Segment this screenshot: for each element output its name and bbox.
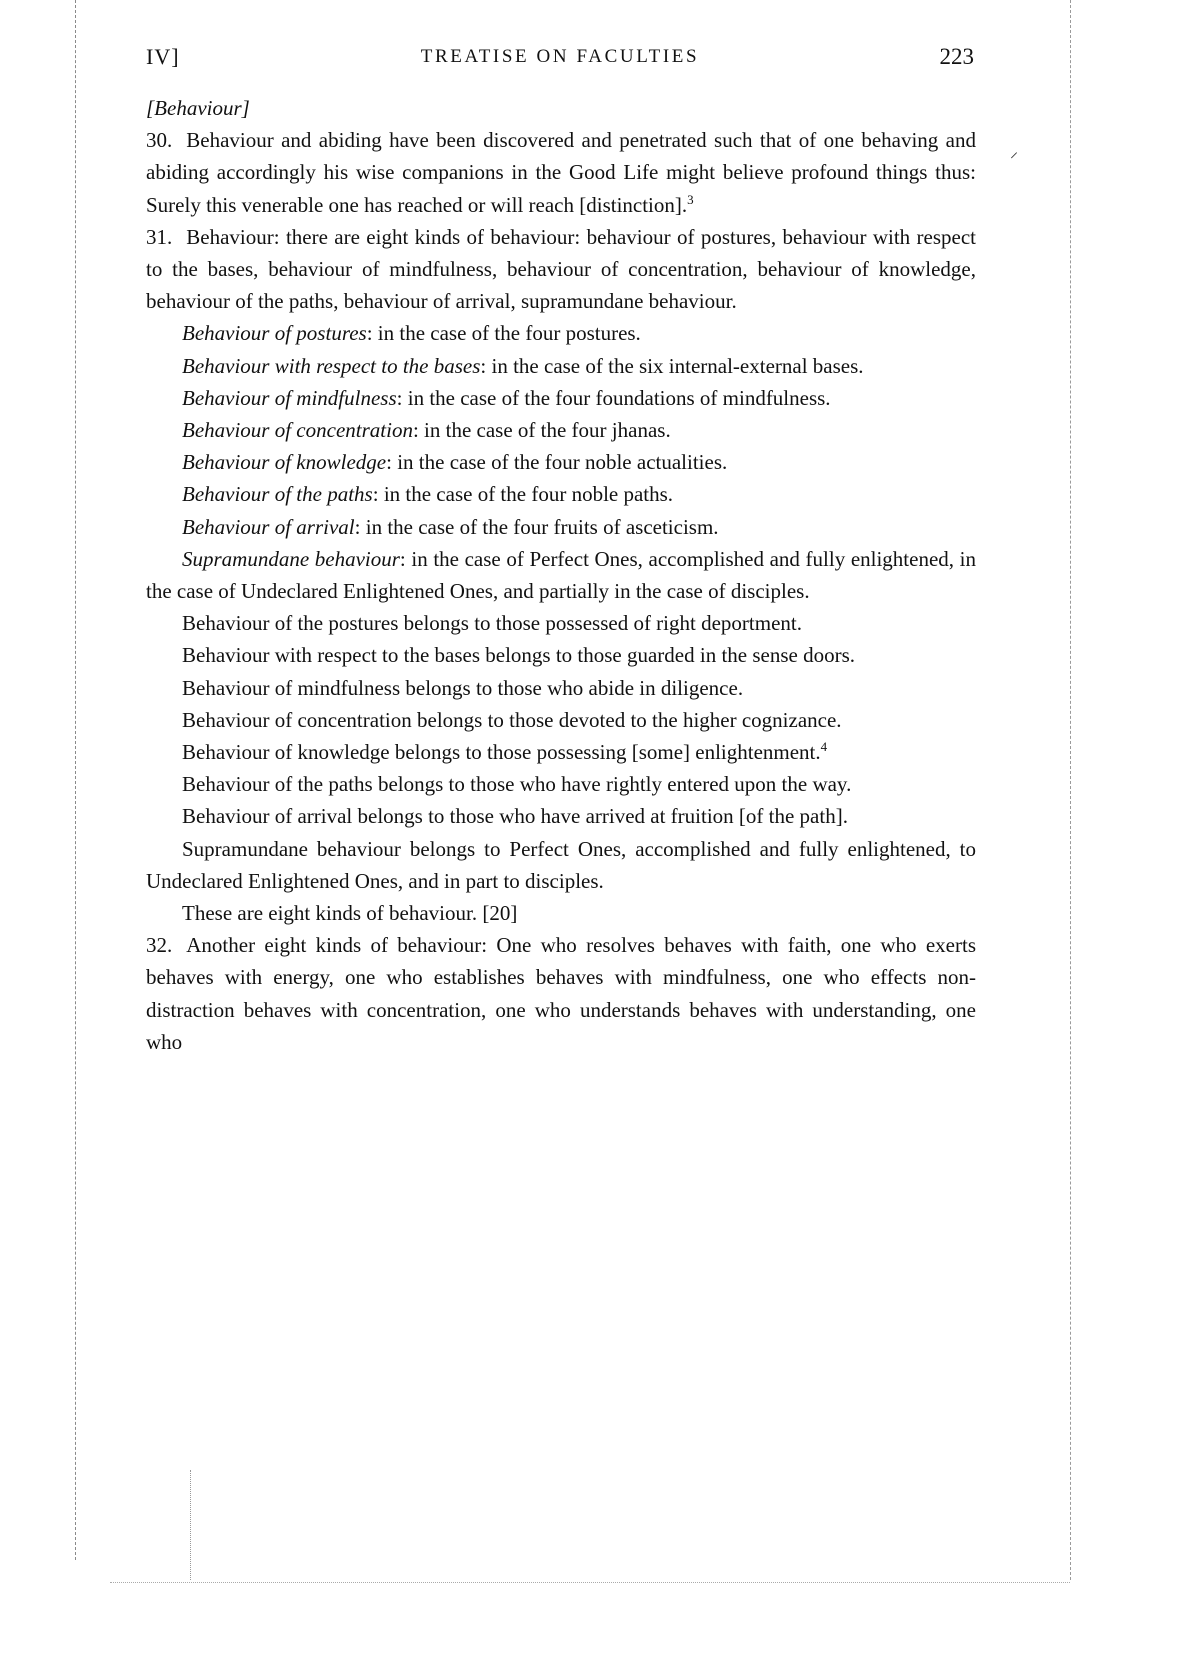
belonging-item [146,736,976,768]
definition-item [146,382,976,414]
definition-term: Behaviour of concentration [182,418,413,443]
belonging-item: Behaviour with respect to the bases belongs to those guarded in the sense doors. [182,643,856,668]
belonging-item: Behaviour of concentration belongs to those devoted to the higher cognizance. [182,707,842,732]
definition-text: : in the case of the four noble paths. [372,482,674,507]
belonging-item: Behaviour of the postures belongs to those possessed of right deportment. [182,611,802,636]
definition-item [146,446,976,478]
definition-list [146,317,976,607]
running-header [146,44,974,74]
belonging-item: Behaviour of the paths belongs to those who have rightly entered upon the way. [182,772,852,797]
definition-term: Behaviour of knowledge [182,450,387,475]
chapter-marker: IV] [146,44,180,69]
paragraph-31 [146,221,976,318]
belonging-summary: These are eight kinds of behaviour. [20] [182,901,518,926]
scan-border-right [1070,0,1072,1580]
footnote-ref: 3 [687,191,694,207]
page-number: 223 [939,44,974,69]
definition-text: : in the case of Perfect Ones, accomplished and fully enlightened, in the case of Undeclared Enlightened Ones, and partially in the case of disciples. [146,546,976,604]
scan-border-left [75,0,77,1560]
scan-artifact-line [190,1470,192,1580]
definition-term: Behaviour of the paths [182,482,373,507]
definition-item [146,414,976,446]
definition-term: Behaviour of arrival [182,514,355,539]
definition-text: : in the case of the four foundations of mindfulness. [396,385,831,410]
page-body [146,92,976,1058]
definition-text: : in the case of the six internal-external bases. [480,353,864,378]
paragraph-text: Behaviour and abiding have been discovered and penetrated such that of one behaving and abiding accordingly his wise companions in the Good Life might believe profound things thus: Surely this venerable one has reached or will reach [distinction]. [146,128,976,217]
definition-item [146,543,976,607]
definition-term: Behaviour of mindfulness [182,385,397,410]
definition-text: : in the case of the four jhanas. [412,418,671,443]
belonging-list [146,607,976,929]
paragraph-text: Another eight kinds of behaviour: One who resolves behaves with faith, one who exerts behaves with energy, one who establishes behaves with mindfulness, one who effects non-distraction behaves with concentration, one who understands behaves with understanding, one who [146,933,976,1054]
scan-border-bottom [110,1582,1070,1584]
belonging-item: Supramundane behaviour belongs to Perfect Ones, accomplished and fully enlightened, to Undeclared Enlightened Ones, and in part to disciples. [146,836,976,893]
definition-text: : in the case of the four postures. [366,321,641,346]
paragraph-number: 30. [146,128,173,153]
definition-term: Behaviour with respect to the bases [182,353,481,378]
belonging-text: Behaviour of knowledge belongs to those possessing [some] enlightenment. [182,740,821,765]
footnote-ref: 4 [820,739,828,755]
definition-item [146,350,976,382]
paragraph-number: 31. [146,224,173,249]
paragraph-number: 32. [146,933,173,958]
definition-item [146,511,976,543]
definition-text: : in the case of the four fruits of asceticism. [354,514,719,539]
definition-term: Behaviour of postures [182,321,367,346]
running-title: TREATISE ON FACULTIES [420,46,700,67]
paragraph-text: Behaviour: there are eight kinds of behaviour: behaviour of postures, behaviour with respect to the bases, behaviour of mindfulness, behaviour of concentration, behaviour of knowledge, behaviour of the paths, behaviour of arrival, supramundane behaviour. [146,224,976,314]
definition-term: Supramundane behaviour [182,546,400,571]
paragraph-32 [146,929,976,1058]
definition-text: : in the case of the four noble actualities. [386,450,728,475]
section-label: [Behaviour] [146,96,250,120]
paragraph-30 [146,124,976,221]
belonging-item: Behaviour of arrival belongs to those who have arrived at fruition [of the path]. [182,804,848,829]
belonging-item: Behaviour of mindfulness belongs to those who abide in diligence. [182,675,744,700]
definition-item [146,317,976,349]
scan-artifact-mark: ⸝ [1010,144,1019,161]
definition-item [146,478,976,510]
